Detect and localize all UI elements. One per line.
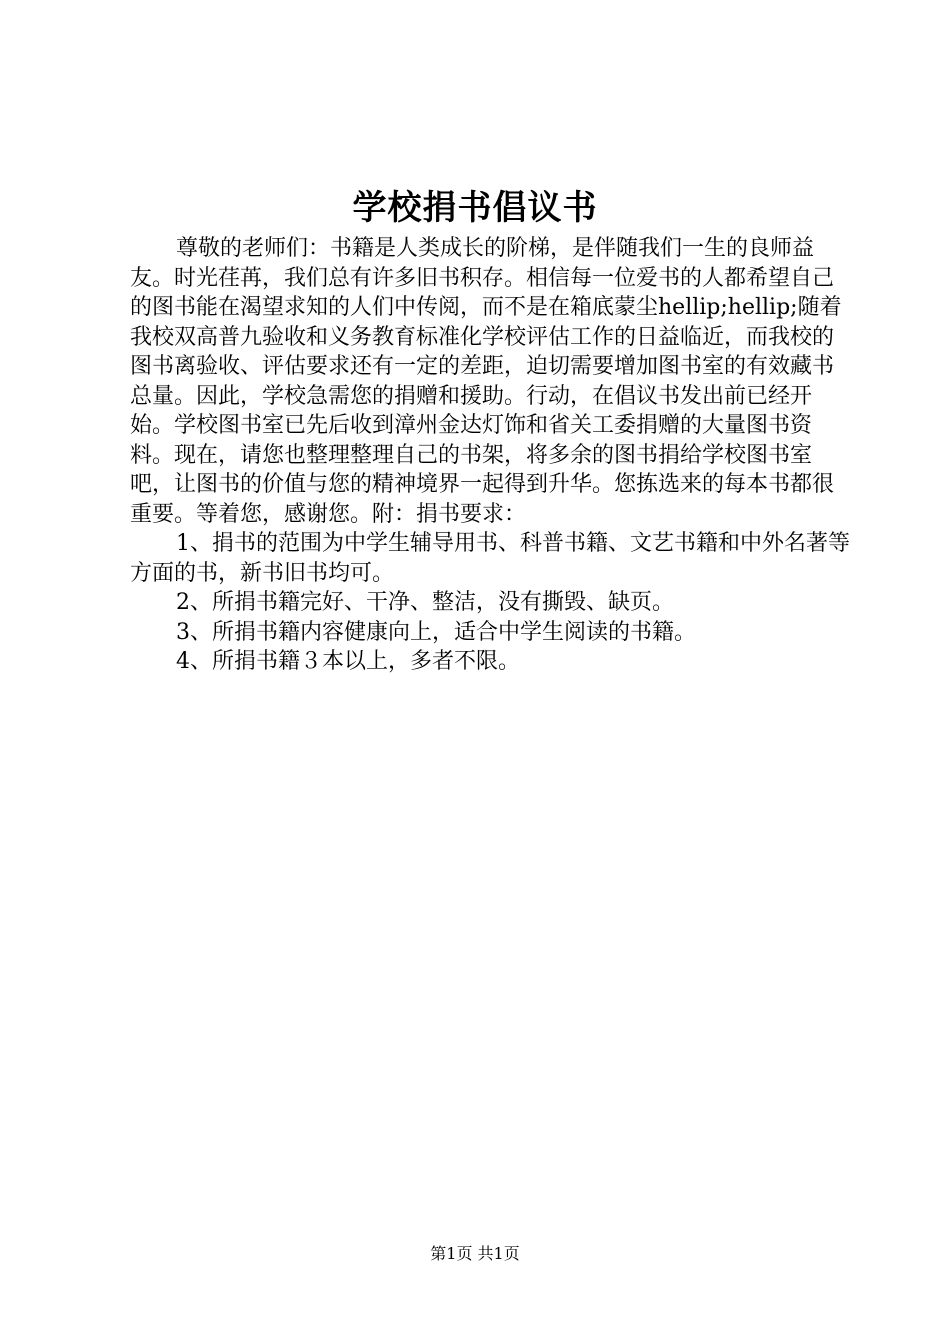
requirement-item-4: 4、所捐书籍３本以上，多者不限。 (176, 649, 520, 674)
document-body (130, 234, 850, 677)
document-title: 学校捐书倡议书 (352, 188, 598, 228)
requirement-item-3: 3、所捐书籍内容健康向上，适合中学生阅读的书籍。 (176, 619, 696, 645)
page-footer: 第1页 共1页 (430, 1244, 520, 1263)
body-paragraph: 尊敬的老师们：书籍是人类成长的阶梯，是伴随我们一生的良师益友。时光荏苒，我们总有许多旧书积存。相信每一位爱书的人都希望自己的图书能在渴望求知的人们中传阅，而不是在箱底蒙尘hellip;hellip;随着我校双高普九验收和义务教育标准化学校评估工作的日益临近，而我校的图书离验收、评估要求还有一定的差距，迫切需要增加图书室的有效藏书总量。因此，学校急需您的捐赠和援助。行动，在倡议书发出前已经开始。学校图书室已先后收到漳州金达灯饰和省关工委捐赠的大量图书资料。现在，请您也整理整理自己的书架，将多余的图书捐给学校图书室吧，让图书的价值与您的精神境界一起得到升华。您拣选来的每本书都很重要。等着您，感谢您。附：捐书要求： (130, 236, 842, 527)
requirement-item-1: 1、捐书的范围为中学生辅导用书、科普书籍、文艺书籍和中外名著等方面的书，新书旧书均可。 (130, 531, 850, 586)
requirement-item-2: 2、所捐书籍完好、干净、整洁，没有撕毁、缺页。 (176, 590, 674, 615)
